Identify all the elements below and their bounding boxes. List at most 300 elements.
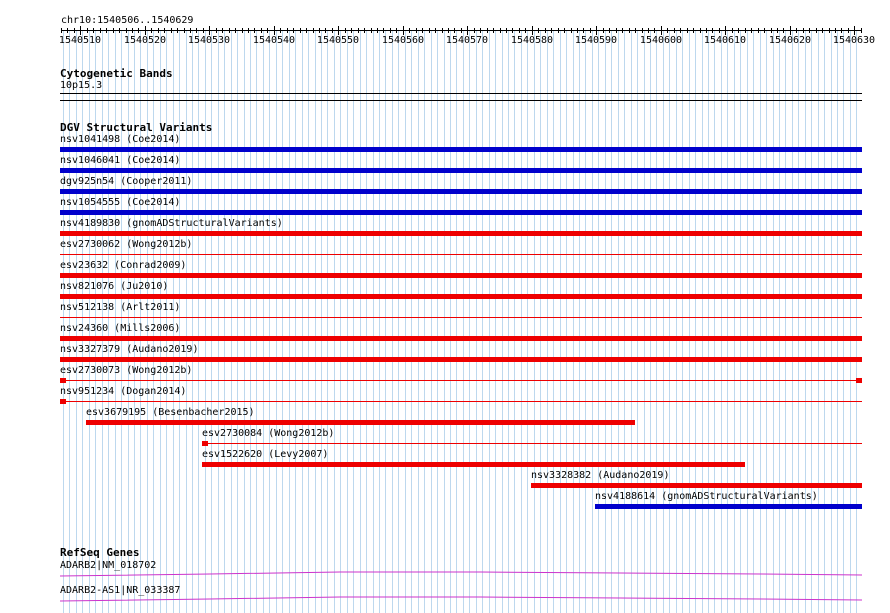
ruler-minor-tick [306,28,307,33]
grid-line [186,30,187,613]
ruler-minor-tick [171,28,172,33]
ruler-minor-tick [790,28,791,33]
ruler-minor-tick [622,28,623,33]
grid-line [108,30,109,613]
ruler-minor-tick [545,28,546,33]
grid-line [282,30,283,613]
grid-line [818,30,819,613]
grid-line [540,30,541,613]
dgv-feature-line[interactable] [60,317,862,318]
grid-line [211,30,212,613]
ruler-minor-tick [680,28,681,33]
ruler-tick-label: 1540550 [316,35,360,46]
grid-line [115,30,116,613]
ruler-minor-tick [603,28,604,33]
ruler-minor-tick [242,28,243,33]
dgv-feature-bar[interactable] [60,189,862,194]
grid-line [263,30,264,613]
ruler-minor-tick [558,28,559,33]
ruler-minor-tick [493,28,494,33]
ruler-minor-tick [132,28,133,33]
grid-line [682,30,683,613]
dgv-track-title[interactable]: DGV Structural Variants [60,121,213,134]
ruler-minor-tick [835,28,836,33]
ruler-minor-tick [190,28,191,33]
ruler-tick-label: 1540510 [58,35,102,46]
ruler-minor-tick [474,28,475,33]
ruler-minor-tick [461,28,462,33]
grid-line [618,30,619,613]
grid-line [276,30,277,613]
ruler-minor-tick [235,28,236,33]
dgv-feature-line[interactable] [60,380,862,381]
ruler-minor-tick [158,28,159,33]
ruler-minor-tick [777,28,778,33]
grid-line [579,30,580,613]
ruler-minor-tick [313,28,314,33]
ruler-minor-tick [590,28,591,33]
ruler-minor-tick [274,28,275,33]
grid-line [734,30,735,613]
grid-line [315,30,316,613]
grid-line [560,30,561,613]
ruler-minor-tick [261,28,262,33]
ruler-minor-tick [280,28,281,33]
grid-line [173,30,174,613]
ruler-tick-label: 1540560 [381,35,425,46]
grid-line [418,30,419,613]
grid-line [82,30,83,613]
ruler-minor-tick [248,28,249,33]
ruler-minor-tick [700,28,701,33]
ruler-minor-tick [396,28,397,33]
ruler-minor-tick [100,28,101,33]
grid-line [302,30,303,613]
grid-line [785,30,786,613]
grid-line [644,30,645,613]
ruler-minor-tick [816,28,817,33]
dgv-feature-label[interactable]: nsv951234 (Dogan2014) [60,386,187,397]
ruler-minor-tick [216,28,217,33]
grid-line [366,30,367,613]
ruler-minor-tick [796,28,797,33]
grid-line [166,30,167,613]
ruler-minor-tick [635,28,636,33]
dgv-feature-bar[interactable] [86,420,635,425]
ruler-minor-tick [338,28,339,33]
ruler-minor-tick [287,28,288,33]
ruler-minor-tick [764,28,765,33]
grid-line [740,30,741,613]
grid-line [824,30,825,613]
dgv-feature-block[interactable] [202,441,208,446]
ruler-minor-tick [500,28,501,33]
ruler-minor-tick [532,28,533,33]
ruler-minor-tick [145,28,146,33]
grid-line [360,30,361,613]
grid-line [205,30,206,613]
dgv-feature-label[interactable]: esv1522620 (Levy2007) [202,449,329,460]
ruler-minor-tick [254,28,255,33]
grid-line [89,30,90,613]
refseq-gene-intron[interactable] [0,595,890,607]
grid-line [514,30,515,613]
grid-line [102,30,103,613]
dgv-feature-label[interactable]: nsv3327379 (Audano2019) [60,344,199,355]
grid-line [805,30,806,613]
grid-line [850,30,851,613]
ruler-minor-tick [467,28,468,33]
dgv-feature-bar[interactable] [60,168,862,173]
ruler-tick-label: 1540590 [574,35,618,46]
ruler-minor-tick [383,28,384,33]
grid-line [553,30,554,613]
grid-line [327,30,328,613]
grid-line [663,30,664,613]
grid-line [398,30,399,613]
ruler-minor-tick [848,28,849,33]
ruler-minor-tick [196,28,197,33]
grid-line [147,30,148,613]
grid-line [521,30,522,613]
ruler-tick-label: 1540520 [123,35,167,46]
grid-line [134,30,135,613]
ruler-minor-tick [74,28,75,33]
ruler-minor-tick [771,28,772,33]
grid-line [469,30,470,613]
refseq-gene-label[interactable]: ADARB2-AS1|NR_033387 [60,585,181,596]
ruler-minor-tick [725,28,726,33]
dgv-feature-label[interactable]: nsv512138 (Arlt2011) [60,302,181,313]
ruler-minor-tick [829,28,830,33]
ruler-minor-tick [409,28,410,33]
ruler-minor-tick [712,28,713,33]
grid-line [63,30,64,613]
dgv-feature-bar[interactable] [60,273,862,278]
grid-line [573,30,574,613]
dgv-feature-label[interactable]: esv23632 (Conrad2009) [60,260,187,271]
ruler-minor-tick [403,28,404,33]
grid-line [295,30,296,613]
grid-line [224,30,225,613]
ruler-minor-tick [184,28,185,33]
cytoband-track-title[interactable]: Cytogenetic Bands [60,67,173,80]
grid-line [502,30,503,613]
ruler-tick-label: 1540610 [703,35,747,46]
grid-line [444,30,445,613]
ruler-minor-tick [571,28,572,33]
ruler-minor-tick [609,28,610,33]
ruler-minor-tick [783,28,784,33]
ruler-minor-tick [87,28,88,33]
ruler-minor-tick [706,28,707,33]
grid-line [592,30,593,613]
grid-line [244,30,245,613]
ruler-minor-tick [803,28,804,33]
ruler-minor-tick [164,28,165,33]
ruler-tick-label: 1540540 [252,35,296,46]
grid-line [695,30,696,613]
grid-line [476,30,477,613]
cytoband-line-top [60,93,862,94]
refseq-gene-label[interactable]: ADARB2|NM_018702 [60,560,157,571]
ruler-minor-tick [854,28,855,33]
ruler-minor-tick [480,28,481,33]
ruler-minor-tick [732,28,733,33]
grid-line [334,30,335,613]
ruler-minor-tick [583,28,584,33]
ruler-minor-tick [487,28,488,33]
dgv-feature-bar[interactable] [531,483,862,488]
grid-line [792,30,793,613]
grid-line [198,30,199,613]
ruler-minor-tick [390,28,391,33]
grid-line [534,30,535,613]
dgv-feature-label[interactable]: nsv24360 (Mills2006) [60,323,181,334]
ruler-tick-label: 1540630 [832,35,876,46]
ruler-minor-tick [332,28,333,33]
ruler-minor-tick [564,28,565,33]
ruler-minor-tick [596,28,597,33]
ruler-tick-label: 1540600 [639,35,683,46]
ruler-minor-tick [325,28,326,33]
grid-line [760,30,761,613]
grid-line [424,30,425,613]
ruler-minor-tick [429,28,430,33]
ruler-minor-tick [687,28,688,33]
ruler-minor-tick [654,28,655,33]
dgv-feature-label[interactable]: nsv4189830 (gnomADStructuralVariants) [60,218,283,229]
dgv-feature-bar[interactable] [60,147,862,152]
ruler-minor-tick [448,28,449,33]
ruler-minor-tick [371,28,372,33]
ruler-minor-tick [745,28,746,33]
ruler-tick-label: 1540530 [187,35,231,46]
cytoband-line-bottom [60,100,862,101]
dgv-feature-bar[interactable] [60,210,862,215]
dgv-feature-bar[interactable] [60,336,862,341]
ruler-minor-tick [648,28,649,33]
ruler-minor-tick [719,28,720,33]
ruler-minor-tick [138,28,139,33]
grid-line [308,30,309,613]
grid-line [385,30,386,613]
grid-line [856,30,857,613]
refseq-gene-intron[interactable] [0,570,890,582]
dgv-feature-block[interactable] [60,378,66,383]
ruler-minor-tick [293,28,294,33]
grid-line [179,30,180,613]
dgv-feature-label[interactable]: esv2730062 (Wong2012b) [60,239,193,250]
grid-line [256,30,257,613]
ruler-minor-tick [674,28,675,33]
grid-line [727,30,728,613]
ruler-minor-tick [358,28,359,33]
grid-line [843,30,844,613]
dgv-feature-block[interactable] [60,399,66,404]
ruler-minor-tick [435,28,436,33]
grid-line [289,30,290,613]
ruler-minor-tick [422,28,423,33]
dgv-feature-line[interactable] [60,254,862,255]
grid-line [689,30,690,613]
cytoband-label[interactable]: 10p15.3 [60,80,103,91]
grid-line [527,30,528,613]
grid-line [411,30,412,613]
ruler-minor-tick [126,28,127,33]
ruler-minor-tick [177,28,178,33]
grid-line [431,30,432,613]
grid-line [489,30,490,613]
grid-line [153,30,154,613]
grid-line [708,30,709,613]
grid-line [95,30,96,613]
ruler-minor-tick [629,28,630,33]
dgv-feature-label[interactable]: esv3679195 (Besenbacher2015) [86,407,255,418]
grid-line [437,30,438,613]
ruler-minor-tick [809,28,810,33]
grid-line [340,30,341,613]
grid-line [676,30,677,613]
ruler-minor-tick [119,28,120,33]
grid-line [192,30,193,613]
ruler-minor-tick [151,28,152,33]
grid-line [585,30,586,613]
dgv-feature-label[interactable]: nsv1046041 (Coe2014) [60,155,181,166]
grid-line [321,30,322,613]
grid-line [831,30,832,613]
grid-line [637,30,638,613]
position-label: chr10:1540506..1540629 [61,15,194,26]
grid-line [121,30,122,613]
dgv-feature-label[interactable]: nsv1054555 (Coe2014) [60,197,181,208]
ruler-minor-tick [758,28,759,33]
grid-line [495,30,496,613]
refseq-gene-line [60,597,862,601]
dgv-feature-bar[interactable] [60,231,862,236]
grid-line [463,30,464,613]
dgv-feature-bar[interactable] [60,357,862,362]
grid-line [631,30,632,613]
grid-line [353,30,354,613]
ruler-minor-tick [345,28,346,33]
grid-line [128,30,129,613]
ruler-minor-tick [351,28,352,33]
grid-line [140,30,141,613]
dgv-feature-bar[interactable] [60,294,862,299]
grid-line [269,30,270,613]
grid-line [379,30,380,613]
grid-line [773,30,774,613]
ruler-minor-tick [506,28,507,33]
ruler-minor-tick [67,28,68,33]
dgv-feature-bar[interactable] [202,462,745,467]
grid-line [218,30,219,613]
grid-line [650,30,651,613]
grid-line [811,30,812,613]
dgv-feature-label[interactable]: nsv1041498 (Coe2014) [60,134,181,145]
ruler-minor-tick [442,28,443,33]
ruler-minor-tick [106,28,107,33]
grid-line [373,30,374,613]
grid-line [656,30,657,613]
refseq-gene-line [60,572,862,576]
grid-line [798,30,799,613]
grid-line [456,30,457,613]
ruler-minor-tick [229,28,230,33]
dgv-feature-line[interactable] [60,401,862,402]
ruler-minor-tick [300,28,301,33]
grid-line [160,30,161,613]
dgv-feature-label[interactable]: nsv3328382 (Audano2019) [531,470,670,481]
ruler-minor-tick [693,28,694,33]
ruler-minor-tick [319,28,320,33]
ruler-minor-tick [661,28,662,33]
ruler-minor-tick [203,28,204,33]
ruler-minor-tick [209,28,210,33]
grid-line [837,30,838,613]
grid-line [250,30,251,613]
ruler-minor-tick [525,28,526,33]
dgv-feature-block[interactable] [856,378,862,383]
grid-line [76,30,77,613]
dgv-feature-line[interactable] [202,443,862,444]
ruler-minor-tick [512,28,513,33]
grid-line [547,30,548,613]
grid-line [482,30,483,613]
dgv-feature-label[interactable]: esv2730073 (Wong2012b) [60,365,193,376]
ruler-minor-tick [113,28,114,33]
ruler-minor-tick [861,28,862,33]
grid-line [405,30,406,613]
ruler-minor-tick [738,28,739,33]
ruler-minor-tick [667,28,668,33]
grid-line [237,30,238,613]
grid-line [611,30,612,613]
ruler-tick-label: 1540580 [510,35,554,46]
dgv-feature-label[interactable]: nsv821076 (Ju2010) [60,281,169,292]
grid-line [566,30,567,613]
ruler-tick-label: 1540620 [768,35,812,46]
grid-line [69,30,70,613]
grid-line [721,30,722,613]
ruler-minor-tick [93,28,94,33]
grid-line [605,30,606,613]
grid-line [753,30,754,613]
grid-line [450,30,451,613]
refseq-track-title[interactable]: RefSeq Genes [60,546,140,559]
grid-line [598,30,599,613]
ruler-minor-tick [222,28,223,33]
ruler-minor-tick [377,28,378,33]
grid-line [714,30,715,613]
ruler-minor-tick [577,28,578,33]
grid-line [347,30,348,613]
ruler-minor-tick [616,28,617,33]
ruler-minor-tick [551,28,552,33]
dgv-feature-bar[interactable] [595,504,862,509]
ruler-minor-tick [642,28,643,33]
dgv-feature-label[interactable]: nsv4188614 (gnomADStructuralVariants) [595,491,818,502]
ruler-minor-tick [841,28,842,33]
ruler-minor-tick [454,28,455,33]
grid-line [702,30,703,613]
dgv-feature-label[interactable]: esv2730084 (Wong2012b) [202,428,335,439]
grid-line [624,30,625,613]
grid-line [669,30,670,613]
ruler-minor-tick [416,28,417,33]
dgv-feature-label[interactable]: dgv925n54 (Cooper2011) [60,176,193,187]
